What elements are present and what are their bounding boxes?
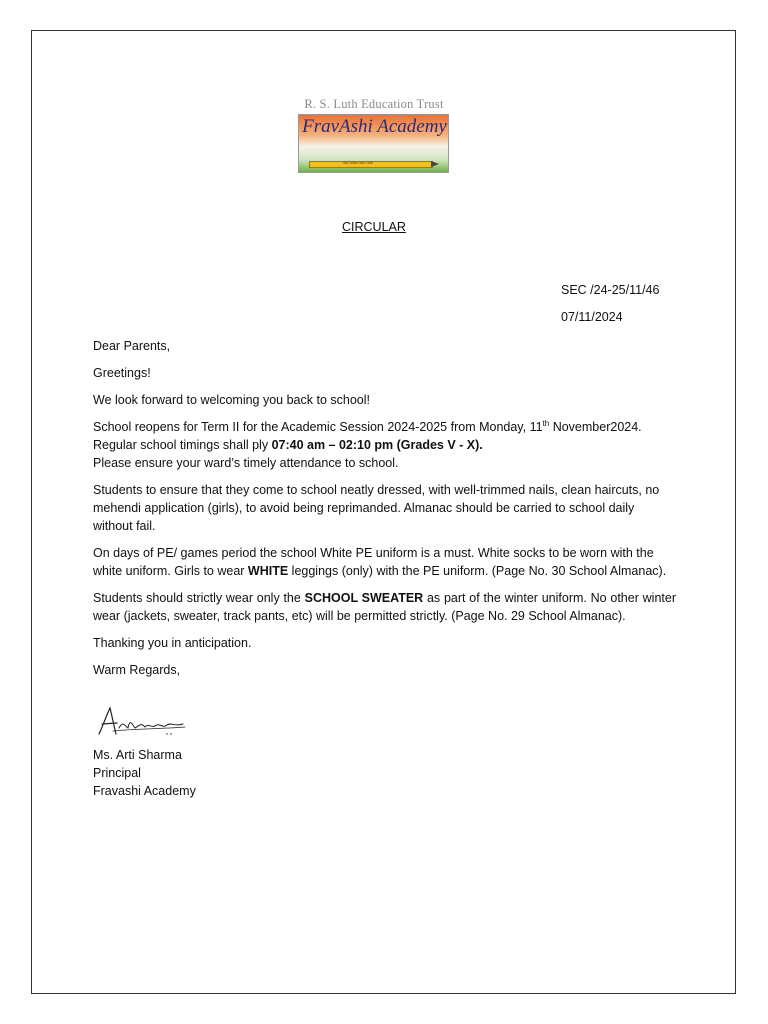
pencil-tip-icon [431,161,439,167]
greeting: Greetings! [93,366,151,380]
reopen-line1-sup: th [542,418,550,428]
intro-line: We look forward to welcoming you back to school! [93,393,370,407]
reopen-line3: Please ensure your ward’s timely attendance to school. [93,456,399,470]
sweater-bold: SCHOOL SWEATER [304,591,424,605]
sweater-end: as part of the winter uniform. No other winter wear (jackets, sweater, track pants, etc) will be permitted strictly. (Page No. 29 School Almanac). [93,591,676,623]
trust-name: R. S. Luth Education Trust [304,97,444,111]
signatory-title: Principal [93,766,141,780]
academy-logo [298,114,449,173]
reopen-paragraph [93,418,676,472]
regards-line: Warm Regards, [93,663,181,677]
reopen-line2-start: Regular school timings shall ply [93,438,272,452]
sweater-paragraph [93,589,676,625]
circular-heading: CIRCULAR [342,220,406,234]
circular-date: 07/11/2024 [561,310,623,324]
pe-end: leggings (only) with the PE uniform. (Page No. 30 School Almanac). [288,564,667,578]
signatory-name: Ms. Arti Sharma [93,748,182,762]
signature [93,704,193,740]
thanks-line: Thanking you in anticipation. [93,636,252,650]
letter-page [31,30,736,994]
salutation: Dear Parents, [93,339,171,353]
reopen-line1-end: November2024. [549,420,642,434]
reference-number: SEC /24-25/11/46 [561,283,660,297]
reopen-line1-start: School reopens for Term II for the Academic Session 2024-2025 from Monday, 11 [93,420,543,434]
letterhead-logo [296,97,452,177]
pe-paragraph [93,544,676,580]
pe-bold: WHITE [247,564,289,578]
sweater-start: Students should strictly wear only the [93,591,305,605]
school-timings: 07:40 am – 02:10 pm (Grades V - X). [271,438,483,452]
signatory-block [93,746,196,800]
logo-text: FravAshi Academy [302,116,447,137]
pe-start: On days of PE/ games period the school White PE uniform is a must. White socks to be worn with the white uniform. Girls to wear [93,546,654,578]
signatory-org: Fravashi Academy [93,784,196,798]
dress-paragraph: Students to ensure that they come to school neatly dressed, with well-trimmed nails, clean haircuts, no mehendi application (girls), to avoid being reprimanded. Almanac should be carried to school daily without fail. [93,483,660,533]
letter-body [93,337,676,688]
logo-tagline: We Learn We Care [343,161,373,165]
